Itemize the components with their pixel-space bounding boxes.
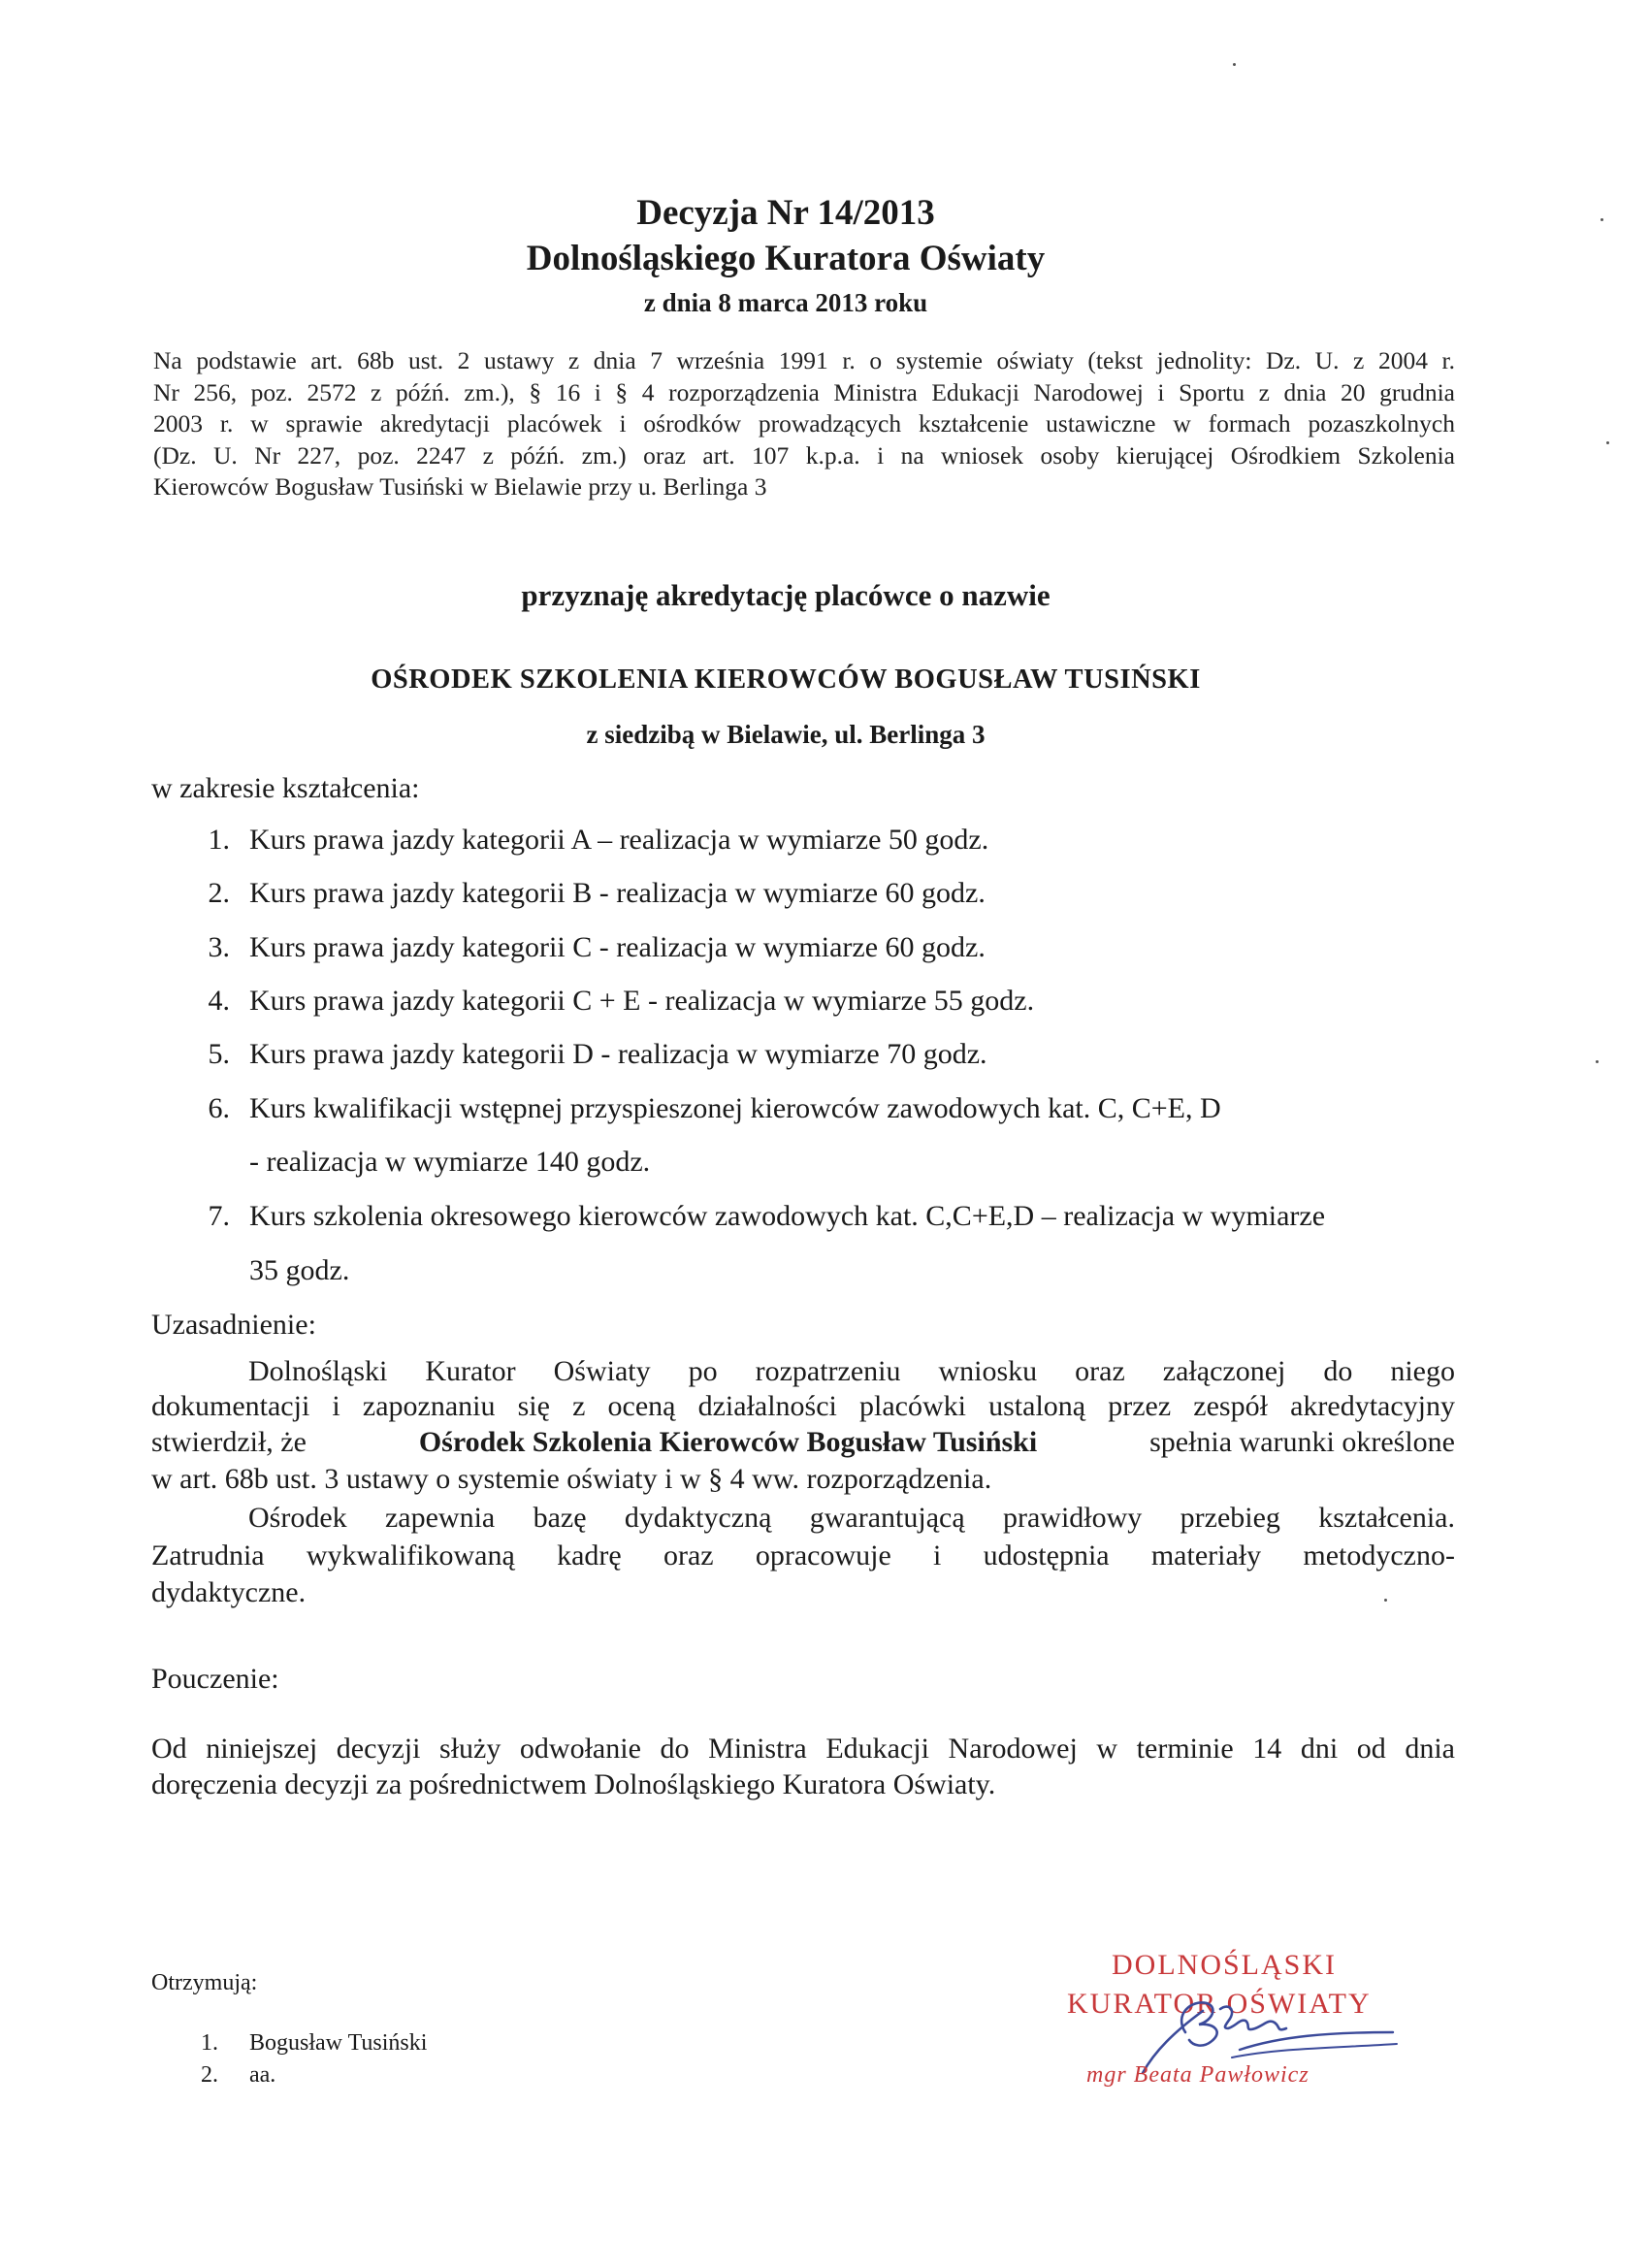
- item-text-continuation: 35 godz.: [249, 1254, 350, 1286]
- justification-line: [151, 1426, 1455, 1459]
- stamp-line2: KURATOR OŚWIATY: [1067, 1988, 1372, 2020]
- scan-speck: [1233, 63, 1236, 66]
- recipients-label: Otrzymują:: [151, 1970, 258, 1995]
- item-text: Kurs prawa jazdy kategorii C - realizacja w wymiarze 60 godz.: [249, 931, 986, 963]
- scan-speck: [1606, 441, 1609, 444]
- recipient-name: aa.: [249, 2062, 276, 2088]
- stamp-signatory-name: mgr Beata Pawłowicz: [1086, 2062, 1310, 2088]
- item-number: 1.: [208, 824, 230, 856]
- instruction-line: doręczenia decyzji za pośrednictwem Dolnośląskiego Kuratora Oświaty.: [151, 1768, 996, 1800]
- item-number: 6.: [208, 1092, 230, 1124]
- recipient-item: [201, 2030, 427, 2057]
- justification-text: stwierdził, że: [151, 1426, 307, 1458]
- justification-label: Uzasadnienie:: [151, 1309, 316, 1341]
- legal-basis-paragraph: [153, 345, 1455, 503]
- justification-line: Dolnośląski Kurator Oświaty po rozpatrzeniu wniosku oraz załączonej do niego: [248, 1355, 1455, 1387]
- scope-label: w zakresie kształcenia:: [151, 772, 420, 804]
- scope-list-item: [191, 1092, 1471, 1180]
- item-text-continuation: - realizacja w wymiarze 140 godz.: [249, 1146, 651, 1178]
- institution-name: OŚRODEK SZKOLENIA KIEROWCÓW BOGUSŁAW TUSIŃSKI: [371, 664, 1201, 695]
- scan-speck: [1384, 1599, 1387, 1602]
- item-number: 4.: [208, 985, 230, 1017]
- item-text: Kurs prawa jazdy kategorii A – realizacja w wymiarze 50 godz.: [249, 824, 989, 856]
- item-text: Kurs prawa jazdy kategorii D - realizacja w wymiarze 70 godz.: [249, 1038, 987, 1070]
- recipient-number: 1.: [201, 2030, 218, 2056]
- justification-line: dokumentacji i zapoznaniu się z oceną działalności placówki ustaloną przez zespół akredytacyjny: [151, 1390, 1455, 1422]
- institution-name-inline: Ośrodek Szkolenia Kierowców Bogusław Tusiński: [418, 1426, 1038, 1458]
- recipient-name: Bogusław Tusiński: [249, 2030, 428, 2056]
- institution-seat: z siedzibą w Bielawie, ul. Berlinga 3: [586, 720, 986, 749]
- item-text: Kurs prawa jazdy kategorii C + E - realizacja w wymiarze 55 godz.: [249, 985, 1035, 1017]
- justification-line: Ośrodek zapewnia bazę dydaktyczną gwarantującą prawidłowy przebieg kształcenia.: [248, 1502, 1455, 1534]
- item-text: Kurs szkolenia okresowego kierowców zawodowych kat. C,C+E,D – realizacja w wymiarze: [249, 1200, 1326, 1232]
- scope-list-item: [191, 1200, 1471, 1297]
- preamble-line: Kierowców Bogusław Tusiński w Bielawie przy u. Berlinga 3: [153, 472, 767, 501]
- item-number: 3.: [208, 931, 230, 963]
- instruction-line: Od niniejszej decyzji służy odwołanie do Ministra Edukacji Narodowej w terminie 14 dni od dnia: [151, 1733, 1455, 1765]
- preamble-line: Na podstawie art. 68b ust. 2 ustawy z dnia 7 września 1991 r. o systemie oświaty (tekst jednolity: Dz. U. z 2004 r.: [153, 346, 1455, 374]
- item-number: 7.: [208, 1200, 230, 1232]
- justification-line: Zatrudnia wykwalifikowaną kadrę oraz opracowuje i udostępnia materiały metodyczno-: [151, 1539, 1455, 1571]
- item-number: 2.: [208, 877, 230, 909]
- preamble-line: (Dz. U. Nr 227, poz. 2247 z późń. zm.) oraz art. 107 k.p.a. i na wniosek osoby kierującej Ośrodkiem Szkolenia: [153, 440, 1455, 470]
- stamp-line1: DOLNOŚLĄSKI: [1112, 1949, 1337, 1981]
- preamble-line: Nr 256, poz. 2572 z późń. zm.), § 16 i § 4 rozporządzenia Ministra Edukacji Narodowej i Sportu z dnia 20 grudnia: [153, 377, 1455, 406]
- item-number: 5.: [208, 1038, 230, 1070]
- issuing-authority: Dolnośląskiego Kuratora Oświaty: [526, 239, 1046, 278]
- preamble-line: 2003 r. w sprawie akredytacji placówek i ośrodków prowadzących kształcenie ustawiczne w formach pozaszkolnych: [153, 409, 1455, 437]
- item-text: Kurs kwalifikacji wstępnej przyspieszonej kierowców zawodowych kat. C, C+E, D: [249, 1092, 1221, 1124]
- scan-speck: [1600, 218, 1603, 221]
- decision-date: z dnia 8 marca 2013 roku: [643, 288, 928, 317]
- instruction-label: Pouczenie:: [151, 1663, 279, 1695]
- decision-title: Decyzja Nr 14/2013: [636, 193, 935, 233]
- scan-speck: [1596, 1060, 1599, 1063]
- item-text: Kurs prawa jazdy kategorii B - realizacja w wymiarze 60 godz.: [249, 877, 986, 909]
- justification-line: w art. 68b ust. 3 ustawy o systemie oświaty i w § 4 ww. rozporządzenia.: [151, 1463, 992, 1495]
- justification-text: spełnia warunki określone: [1149, 1426, 1455, 1458]
- recipient-number: 2.: [201, 2062, 218, 2088]
- grant-heading: przyznaję akredytację placówce o nazwie: [521, 578, 1051, 612]
- recipient-item: [201, 2062, 275, 2089]
- justification-line: dydaktyczne.: [151, 1576, 307, 1608]
